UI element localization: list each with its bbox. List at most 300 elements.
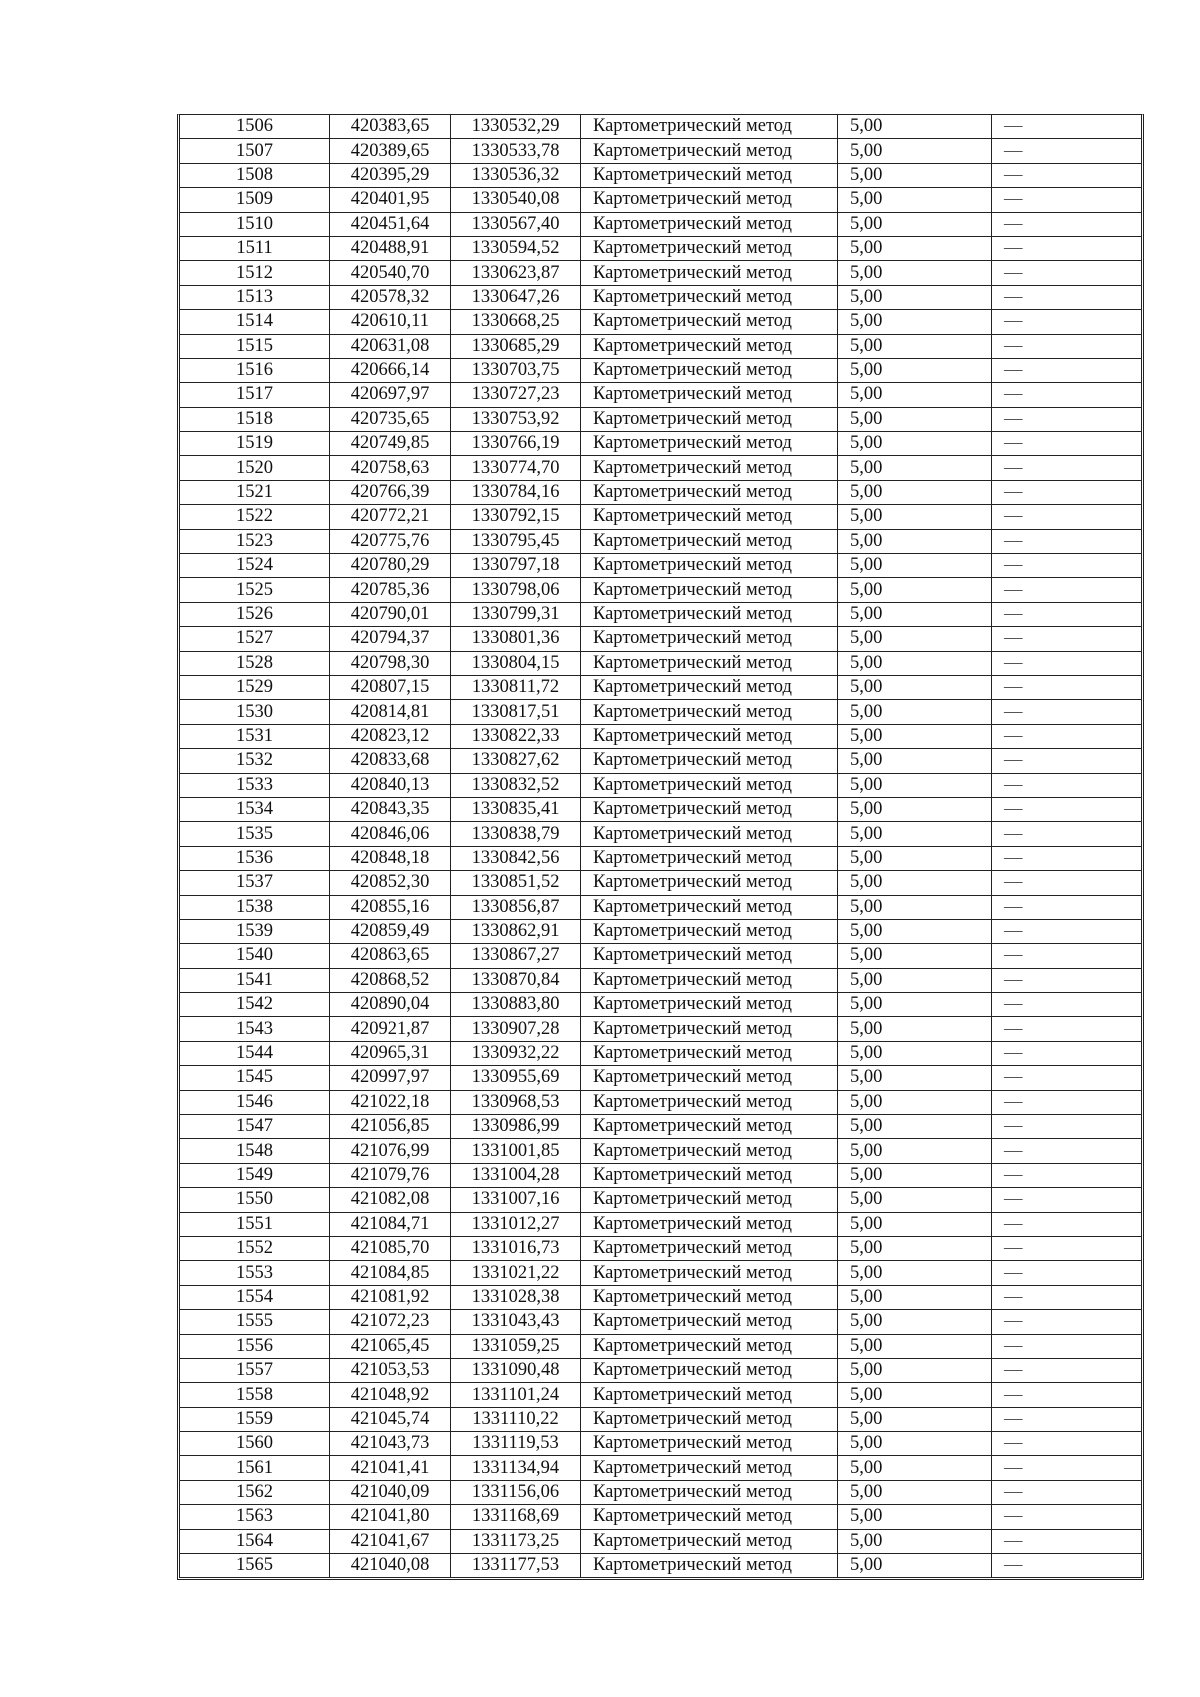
table-row: [180, 1407, 1141, 1431]
accuracy-cell: 5,00: [838, 1529, 992, 1553]
table-row: [180, 1188, 1141, 1212]
method-cell: Картометрический метод: [581, 505, 838, 529]
y-coordinate-cell: 1330567,40: [451, 212, 581, 236]
x-coordinate-cell: 421065,45: [330, 1334, 451, 1358]
accuracy-cell: 5,00: [838, 993, 992, 1017]
y-coordinate-cell: 1330838,79: [451, 822, 581, 846]
accuracy-cell: 5,00: [838, 1261, 992, 1285]
y-coordinate-cell: 1331177,53: [451, 1554, 581, 1578]
accuracy-cell: 5,00: [838, 1090, 992, 1114]
method-cell: Картометрический метод: [581, 627, 838, 651]
note-cell: —: [992, 1212, 1142, 1236]
y-coordinate-cell: 1331012,27: [451, 1212, 581, 1236]
y-coordinate-cell: 1330867,27: [451, 944, 581, 968]
note-cell: —: [992, 675, 1142, 699]
accuracy-cell: 5,00: [838, 1432, 992, 1456]
table-row: [180, 529, 1141, 553]
y-coordinate-cell: 1330870,84: [451, 968, 581, 992]
method-cell: Картометрический метод: [581, 1115, 838, 1139]
y-coordinate-cell: 1330753,92: [451, 407, 581, 431]
method-cell: Картометрический метод: [581, 724, 838, 748]
method-cell: Картометрический метод: [581, 797, 838, 821]
note-cell: —: [992, 1163, 1142, 1187]
y-coordinate-cell: 1330727,23: [451, 383, 581, 407]
x-coordinate-cell: 420775,76: [330, 529, 451, 553]
method-cell: Картометрический метод: [581, 1529, 838, 1553]
accuracy-cell: 5,00: [838, 895, 992, 919]
point-number-cell: 1512: [180, 261, 330, 285]
x-coordinate-cell: 420863,65: [330, 944, 451, 968]
note-cell: —: [992, 358, 1142, 382]
table-row: [180, 1383, 1141, 1407]
accuracy-cell: 5,00: [838, 578, 992, 602]
x-coordinate-cell: 420766,39: [330, 480, 451, 504]
y-coordinate-cell: 1330907,28: [451, 1017, 581, 1041]
point-number-cell: 1508: [180, 163, 330, 187]
point-number-cell: 1549: [180, 1163, 330, 1187]
point-number-cell: 1506: [180, 115, 330, 139]
y-coordinate-cell: 1330685,29: [451, 334, 581, 358]
point-number-cell: 1553: [180, 1261, 330, 1285]
x-coordinate-cell: 420814,81: [330, 700, 451, 724]
accuracy-cell: 5,00: [838, 700, 992, 724]
coordinates-table: [180, 115, 1141, 1577]
y-coordinate-cell: 1330801,36: [451, 627, 581, 651]
x-coordinate-cell: 420780,29: [330, 554, 451, 578]
point-number-cell: 1554: [180, 1285, 330, 1309]
y-coordinate-cell: 1331001,85: [451, 1139, 581, 1163]
point-number-cell: 1526: [180, 602, 330, 626]
x-coordinate-cell: 420383,65: [330, 115, 451, 139]
x-coordinate-cell: 420852,30: [330, 871, 451, 895]
table-row: [180, 578, 1141, 602]
table-row: [180, 1212, 1141, 1236]
method-cell: Картометрический метод: [581, 773, 838, 797]
method-cell: Картометрический метод: [581, 1261, 838, 1285]
accuracy-cell: 5,00: [838, 773, 992, 797]
point-number-cell: 1510: [180, 212, 330, 236]
method-cell: Картометрический метод: [581, 1188, 838, 1212]
point-number-cell: 1542: [180, 993, 330, 1017]
point-number-cell: 1546: [180, 1090, 330, 1114]
note-cell: —: [992, 1383, 1142, 1407]
x-coordinate-cell: 421045,74: [330, 1407, 451, 1431]
method-cell: Картометрический метод: [581, 700, 838, 724]
table-row: [180, 115, 1141, 139]
point-number-cell: 1562: [180, 1480, 330, 1504]
table-row: [180, 480, 1141, 504]
method-cell: Картометрический метод: [581, 139, 838, 163]
note-cell: —: [992, 334, 1142, 358]
point-number-cell: 1548: [180, 1139, 330, 1163]
note-cell: —: [992, 1261, 1142, 1285]
point-number-cell: 1565: [180, 1554, 330, 1578]
y-coordinate-cell: 1330822,33: [451, 724, 581, 748]
table-row: [180, 1358, 1141, 1382]
y-coordinate-cell: 1330804,15: [451, 651, 581, 675]
y-coordinate-cell: 1330932,22: [451, 1041, 581, 1065]
method-cell: Картометрический метод: [581, 993, 838, 1017]
method-cell: Картометрический метод: [581, 407, 838, 431]
method-cell: Картометрический метод: [581, 456, 838, 480]
accuracy-cell: 5,00: [838, 432, 992, 456]
point-number-cell: 1536: [180, 846, 330, 870]
point-number-cell: 1557: [180, 1358, 330, 1382]
y-coordinate-cell: 1330835,41: [451, 797, 581, 821]
table-row: [180, 1310, 1141, 1334]
y-coordinate-cell: 1330968,53: [451, 1090, 581, 1114]
table-row: [180, 797, 1141, 821]
method-cell: Картометрический метод: [581, 212, 838, 236]
method-cell: Картометрический метод: [581, 236, 838, 260]
y-coordinate-cell: 1330784,16: [451, 480, 581, 504]
y-coordinate-cell: 1330798,06: [451, 578, 581, 602]
accuracy-cell: 5,00: [838, 627, 992, 651]
accuracy-cell: 5,00: [838, 1285, 992, 1309]
x-coordinate-cell: 420890,04: [330, 993, 451, 1017]
table-row: [180, 1236, 1141, 1260]
method-cell: Картометрический метод: [581, 1212, 838, 1236]
note-cell: —: [992, 700, 1142, 724]
y-coordinate-cell: 1330797,18: [451, 554, 581, 578]
point-number-cell: 1515: [180, 334, 330, 358]
note-cell: —: [992, 188, 1142, 212]
y-coordinate-cell: 1331090,48: [451, 1358, 581, 1382]
table-row: [180, 383, 1141, 407]
point-number-cell: 1538: [180, 895, 330, 919]
note-cell: —: [992, 1115, 1142, 1139]
y-coordinate-cell: 1330647,26: [451, 285, 581, 309]
point-number-cell: 1560: [180, 1432, 330, 1456]
table-row: [180, 1115, 1141, 1139]
point-number-cell: 1543: [180, 1017, 330, 1041]
point-number-cell: 1563: [180, 1505, 330, 1529]
x-coordinate-cell: 420790,01: [330, 602, 451, 626]
method-cell: Картометрический метод: [581, 651, 838, 675]
y-coordinate-cell: 1330842,56: [451, 846, 581, 870]
note-cell: —: [992, 1066, 1142, 1090]
method-cell: Картометрический метод: [581, 383, 838, 407]
note-cell: —: [992, 1480, 1142, 1504]
accuracy-cell: 5,00: [838, 871, 992, 895]
y-coordinate-cell: 1330533,78: [451, 139, 581, 163]
accuracy-cell: 5,00: [838, 1139, 992, 1163]
x-coordinate-cell: 420697,97: [330, 383, 451, 407]
y-coordinate-cell: 1331134,94: [451, 1456, 581, 1480]
accuracy-cell: 5,00: [838, 602, 992, 626]
y-coordinate-cell: 1330774,70: [451, 456, 581, 480]
note-cell: —: [992, 797, 1142, 821]
y-coordinate-cell: 1330817,51: [451, 700, 581, 724]
accuracy-cell: 5,00: [838, 724, 992, 748]
point-number-cell: 1559: [180, 1407, 330, 1431]
point-number-cell: 1527: [180, 627, 330, 651]
accuracy-cell: 5,00: [838, 1505, 992, 1529]
table-row: [180, 773, 1141, 797]
method-cell: Картометрический метод: [581, 1480, 838, 1504]
note-cell: —: [992, 163, 1142, 187]
method-cell: Картометрический метод: [581, 1383, 838, 1407]
table-row: [180, 1066, 1141, 1090]
method-cell: Картометрический метод: [581, 919, 838, 943]
x-coordinate-cell: 421043,73: [330, 1432, 451, 1456]
y-coordinate-cell: 1330623,87: [451, 261, 581, 285]
note-cell: —: [992, 432, 1142, 456]
table-row: [180, 407, 1141, 431]
note-cell: —: [992, 1358, 1142, 1382]
x-coordinate-cell: 420749,85: [330, 432, 451, 456]
x-coordinate-cell: 421048,92: [330, 1383, 451, 1407]
x-coordinate-cell: 420921,87: [330, 1017, 451, 1041]
note-cell: —: [992, 578, 1142, 602]
method-cell: Картометрический метод: [581, 115, 838, 139]
accuracy-cell: 5,00: [838, 1480, 992, 1504]
point-number-cell: 1539: [180, 919, 330, 943]
note-cell: —: [992, 919, 1142, 943]
point-number-cell: 1521: [180, 480, 330, 504]
point-number-cell: 1528: [180, 651, 330, 675]
note-cell: —: [992, 1017, 1142, 1041]
method-cell: Картометрический метод: [581, 846, 838, 870]
point-number-cell: 1531: [180, 724, 330, 748]
y-coordinate-cell: 1331101,24: [451, 1383, 581, 1407]
method-cell: Картометрический метод: [581, 188, 838, 212]
x-coordinate-cell: 421041,80: [330, 1505, 451, 1529]
x-coordinate-cell: 420735,65: [330, 407, 451, 431]
method-cell: Картометрический метод: [581, 334, 838, 358]
y-coordinate-cell: 1331119,53: [451, 1432, 581, 1456]
accuracy-cell: 5,00: [838, 505, 992, 529]
accuracy-cell: 5,00: [838, 358, 992, 382]
accuracy-cell: 5,00: [838, 163, 992, 187]
point-number-cell: 1544: [180, 1041, 330, 1065]
note-cell: —: [992, 407, 1142, 431]
point-number-cell: 1507: [180, 139, 330, 163]
table-row: [180, 1432, 1141, 1456]
table-row: [180, 432, 1141, 456]
note-cell: —: [992, 554, 1142, 578]
point-number-cell: 1555: [180, 1310, 330, 1334]
point-number-cell: 1556: [180, 1334, 330, 1358]
y-coordinate-cell: 1330536,32: [451, 163, 581, 187]
x-coordinate-cell: 421041,41: [330, 1456, 451, 1480]
method-cell: Картометрический метод: [581, 480, 838, 504]
y-coordinate-cell: 1330862,91: [451, 919, 581, 943]
accuracy-cell: 5,00: [838, 846, 992, 870]
accuracy-cell: 5,00: [838, 261, 992, 285]
x-coordinate-cell: 420578,32: [330, 285, 451, 309]
x-coordinate-cell: 420666,14: [330, 358, 451, 382]
y-coordinate-cell: 1331016,73: [451, 1236, 581, 1260]
table-row: [180, 919, 1141, 943]
x-coordinate-cell: 421076,99: [330, 1139, 451, 1163]
y-coordinate-cell: 1330532,29: [451, 115, 581, 139]
accuracy-cell: 5,00: [838, 1163, 992, 1187]
table-row: [180, 1505, 1141, 1529]
accuracy-cell: 5,00: [838, 1017, 992, 1041]
x-coordinate-cell: 421084,71: [330, 1212, 451, 1236]
table-row: [180, 822, 1141, 846]
accuracy-cell: 5,00: [838, 1358, 992, 1382]
table-row: [180, 871, 1141, 895]
method-cell: Картометрический метод: [581, 554, 838, 578]
table-row: [180, 895, 1141, 919]
point-number-cell: 1513: [180, 285, 330, 309]
note-cell: —: [992, 1456, 1142, 1480]
note-cell: —: [992, 822, 1142, 846]
point-number-cell: 1552: [180, 1236, 330, 1260]
note-cell: —: [992, 1188, 1142, 1212]
method-cell: Картометрический метод: [581, 1139, 838, 1163]
point-number-cell: 1533: [180, 773, 330, 797]
y-coordinate-cell: 1331043,43: [451, 1310, 581, 1334]
note-cell: —: [992, 285, 1142, 309]
method-cell: Картометрический метод: [581, 1310, 838, 1334]
method-cell: Картометрический метод: [581, 749, 838, 773]
point-number-cell: 1517: [180, 383, 330, 407]
y-coordinate-cell: 1330766,19: [451, 432, 581, 456]
table-row: [180, 602, 1141, 626]
point-number-cell: 1509: [180, 188, 330, 212]
note-cell: —: [992, 1432, 1142, 1456]
accuracy-cell: 5,00: [838, 675, 992, 699]
accuracy-cell: 5,00: [838, 188, 992, 212]
accuracy-cell: 5,00: [838, 1310, 992, 1334]
x-coordinate-cell: 420785,36: [330, 578, 451, 602]
method-cell: Картометрический метод: [581, 310, 838, 334]
table-row: [180, 1480, 1141, 1504]
coordinates-table-frame: [177, 114, 1144, 1580]
point-number-cell: 1558: [180, 1383, 330, 1407]
note-cell: —: [992, 456, 1142, 480]
note-cell: —: [992, 1041, 1142, 1065]
note-cell: —: [992, 212, 1142, 236]
table-row: [180, 505, 1141, 529]
method-cell: Картометрический метод: [581, 1456, 838, 1480]
accuracy-cell: 5,00: [838, 919, 992, 943]
x-coordinate-cell: 420833,68: [330, 749, 451, 773]
y-coordinate-cell: 1330986,99: [451, 1115, 581, 1139]
table-row: [180, 1554, 1141, 1578]
y-coordinate-cell: 1330811,72: [451, 675, 581, 699]
x-coordinate-cell: 421053,53: [330, 1358, 451, 1382]
point-number-cell: 1516: [180, 358, 330, 382]
point-number-cell: 1561: [180, 1456, 330, 1480]
table-row: [180, 846, 1141, 870]
note-cell: —: [992, 895, 1142, 919]
point-number-cell: 1537: [180, 871, 330, 895]
table-row: [180, 1285, 1141, 1309]
method-cell: Картометрический метод: [581, 895, 838, 919]
method-cell: Картометрический метод: [581, 1066, 838, 1090]
note-cell: —: [992, 529, 1142, 553]
note-cell: —: [992, 602, 1142, 626]
x-coordinate-cell: 420846,06: [330, 822, 451, 846]
note-cell: —: [992, 993, 1142, 1017]
note-cell: —: [992, 871, 1142, 895]
method-cell: Картометрический метод: [581, 871, 838, 895]
table-row: [180, 456, 1141, 480]
x-coordinate-cell: 421082,08: [330, 1188, 451, 1212]
table-row: [180, 285, 1141, 309]
y-coordinate-cell: 1331007,16: [451, 1188, 581, 1212]
point-number-cell: 1530: [180, 700, 330, 724]
method-cell: Картометрический метод: [581, 1090, 838, 1114]
method-cell: Картометрический метод: [581, 1041, 838, 1065]
accuracy-cell: 5,00: [838, 1407, 992, 1431]
table-row: [180, 1041, 1141, 1065]
table-row: [180, 651, 1141, 675]
table-row: [180, 1090, 1141, 1114]
table-row: [180, 1139, 1141, 1163]
accuracy-cell: 5,00: [838, 456, 992, 480]
y-coordinate-cell: 1331004,28: [451, 1163, 581, 1187]
y-coordinate-cell: 1331028,38: [451, 1285, 581, 1309]
x-coordinate-cell: 420823,12: [330, 724, 451, 748]
table-row: [180, 358, 1141, 382]
table-row: [180, 944, 1141, 968]
table-row: [180, 163, 1141, 187]
y-coordinate-cell: 1331059,25: [451, 1334, 581, 1358]
x-coordinate-cell: 421085,70: [330, 1236, 451, 1260]
note-cell: —: [992, 1334, 1142, 1358]
accuracy-cell: 5,00: [838, 407, 992, 431]
accuracy-cell: 5,00: [838, 822, 992, 846]
point-number-cell: 1532: [180, 749, 330, 773]
accuracy-cell: 5,00: [838, 1456, 992, 1480]
method-cell: Картометрический метод: [581, 1236, 838, 1260]
y-coordinate-cell: 1330827,62: [451, 749, 581, 773]
accuracy-cell: 5,00: [838, 651, 992, 675]
y-coordinate-cell: 1331173,25: [451, 1529, 581, 1553]
y-coordinate-cell: 1330540,08: [451, 188, 581, 212]
table-row: [180, 334, 1141, 358]
x-coordinate-cell: 420451,64: [330, 212, 451, 236]
point-number-cell: 1522: [180, 505, 330, 529]
x-coordinate-cell: 420772,21: [330, 505, 451, 529]
table-row: [180, 1017, 1141, 1041]
method-cell: Картометрический метод: [581, 1163, 838, 1187]
accuracy-cell: 5,00: [838, 554, 992, 578]
table-row: [180, 700, 1141, 724]
method-cell: Картометрический метод: [581, 529, 838, 553]
note-cell: —: [992, 383, 1142, 407]
method-cell: Картометрический метод: [581, 163, 838, 187]
point-number-cell: 1524: [180, 554, 330, 578]
y-coordinate-cell: 1330851,52: [451, 871, 581, 895]
accuracy-cell: 5,00: [838, 944, 992, 968]
accuracy-cell: 5,00: [838, 383, 992, 407]
method-cell: Картометрический метод: [581, 1505, 838, 1529]
table-row: [180, 968, 1141, 992]
point-number-cell: 1520: [180, 456, 330, 480]
x-coordinate-cell: 421081,92: [330, 1285, 451, 1309]
x-coordinate-cell: 420859,49: [330, 919, 451, 943]
x-coordinate-cell: 421022,18: [330, 1090, 451, 1114]
accuracy-cell: 5,00: [838, 285, 992, 309]
x-coordinate-cell: 421056,85: [330, 1115, 451, 1139]
point-number-cell: 1547: [180, 1115, 330, 1139]
method-cell: Картометрический метод: [581, 358, 838, 382]
y-coordinate-cell: 1331110,22: [451, 1407, 581, 1431]
x-coordinate-cell: 421072,23: [330, 1310, 451, 1334]
y-coordinate-cell: 1330668,25: [451, 310, 581, 334]
y-coordinate-cell: 1331168,69: [451, 1505, 581, 1529]
accuracy-cell: 5,00: [838, 1383, 992, 1407]
accuracy-cell: 5,00: [838, 212, 992, 236]
x-coordinate-cell: 420843,35: [330, 797, 451, 821]
table-row: [180, 554, 1141, 578]
